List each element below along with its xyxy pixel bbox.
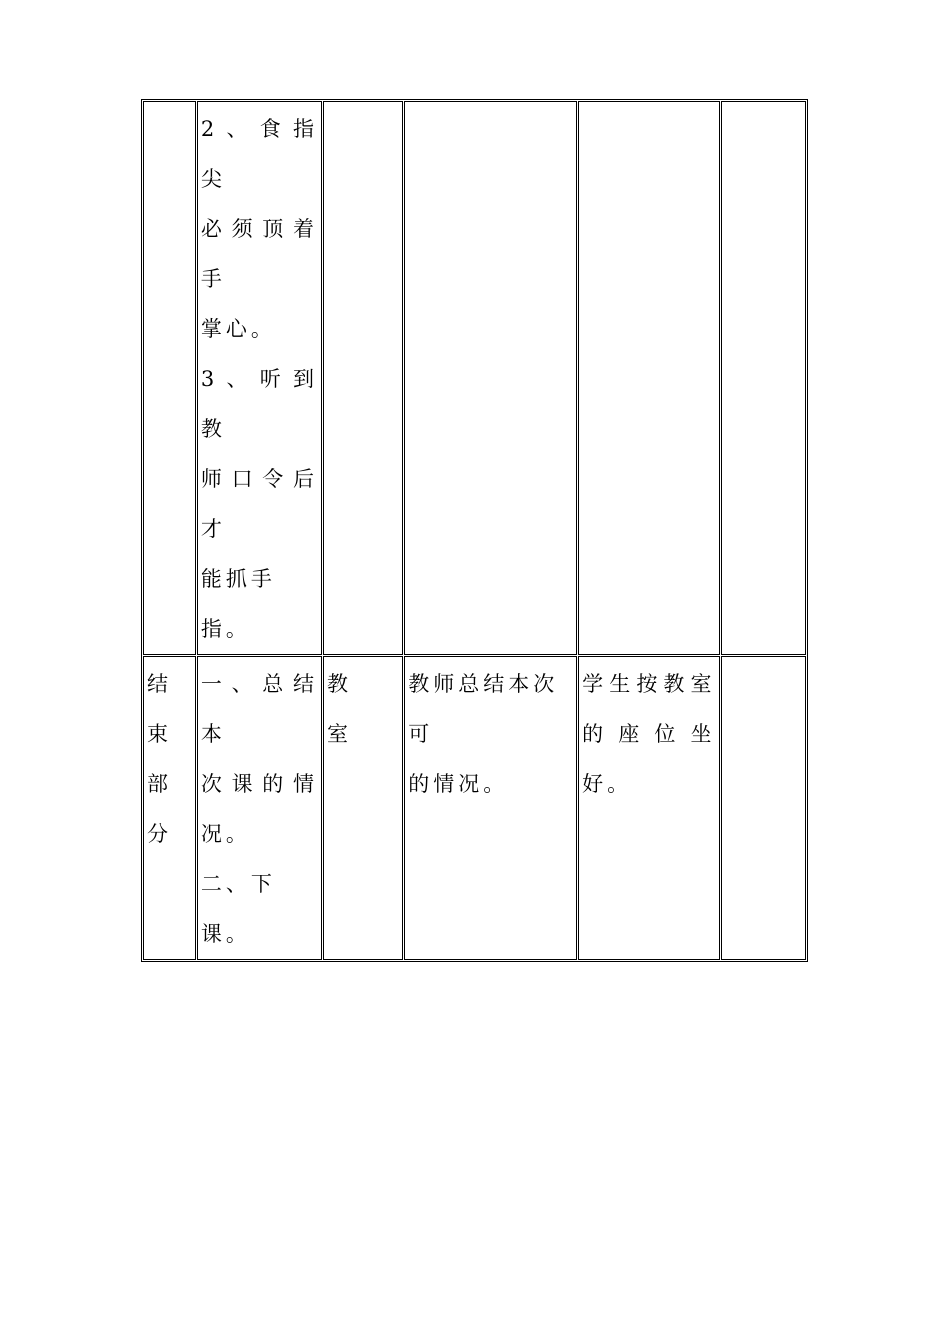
content-line: 2、食指尖 <box>200 117 318 191</box>
section-char: 分 <box>147 822 172 846</box>
student-cell <box>578 656 719 960</box>
content-line: 3、听到教 <box>200 367 318 441</box>
table-row <box>143 101 806 655</box>
student-line: 好。 <box>582 772 633 796</box>
table-row <box>143 656 806 960</box>
content-line: 掌心。 <box>200 317 276 341</box>
teacher-line: 教师总结本次可 <box>408 672 559 746</box>
section-char: 部 <box>147 772 172 796</box>
notes-cell <box>721 101 806 655</box>
student-line: 的座位坐 <box>582 722 716 746</box>
content-line: 必须顶着手 <box>200 217 318 291</box>
content-cell <box>197 101 322 655</box>
student-line: 学生按教室 <box>582 672 716 696</box>
section-cell <box>143 656 196 960</box>
content-line: 一、总结本 <box>200 672 318 746</box>
teacher-cell <box>404 101 577 655</box>
content-line: 能抓手指。 <box>200 567 276 641</box>
content-cell <box>197 656 322 960</box>
section-char: 束 <box>147 722 172 746</box>
venue-cell <box>323 101 403 655</box>
section-char: 结 <box>147 672 172 696</box>
content-line: 师口令后才 <box>200 467 318 541</box>
content-line: 二、下课。 <box>200 872 276 946</box>
lesson-plan-table <box>141 99 808 962</box>
content-line: 次课的情 <box>200 772 318 796</box>
venue-text: 教 室 <box>326 672 377 746</box>
teacher-line: 的情况。 <box>408 772 509 796</box>
venue-cell <box>323 656 403 960</box>
content-line: 况。 <box>200 822 251 846</box>
teacher-cell <box>404 656 577 960</box>
section-cell <box>143 101 196 655</box>
notes-cell <box>721 656 806 960</box>
student-cell <box>578 101 719 655</box>
